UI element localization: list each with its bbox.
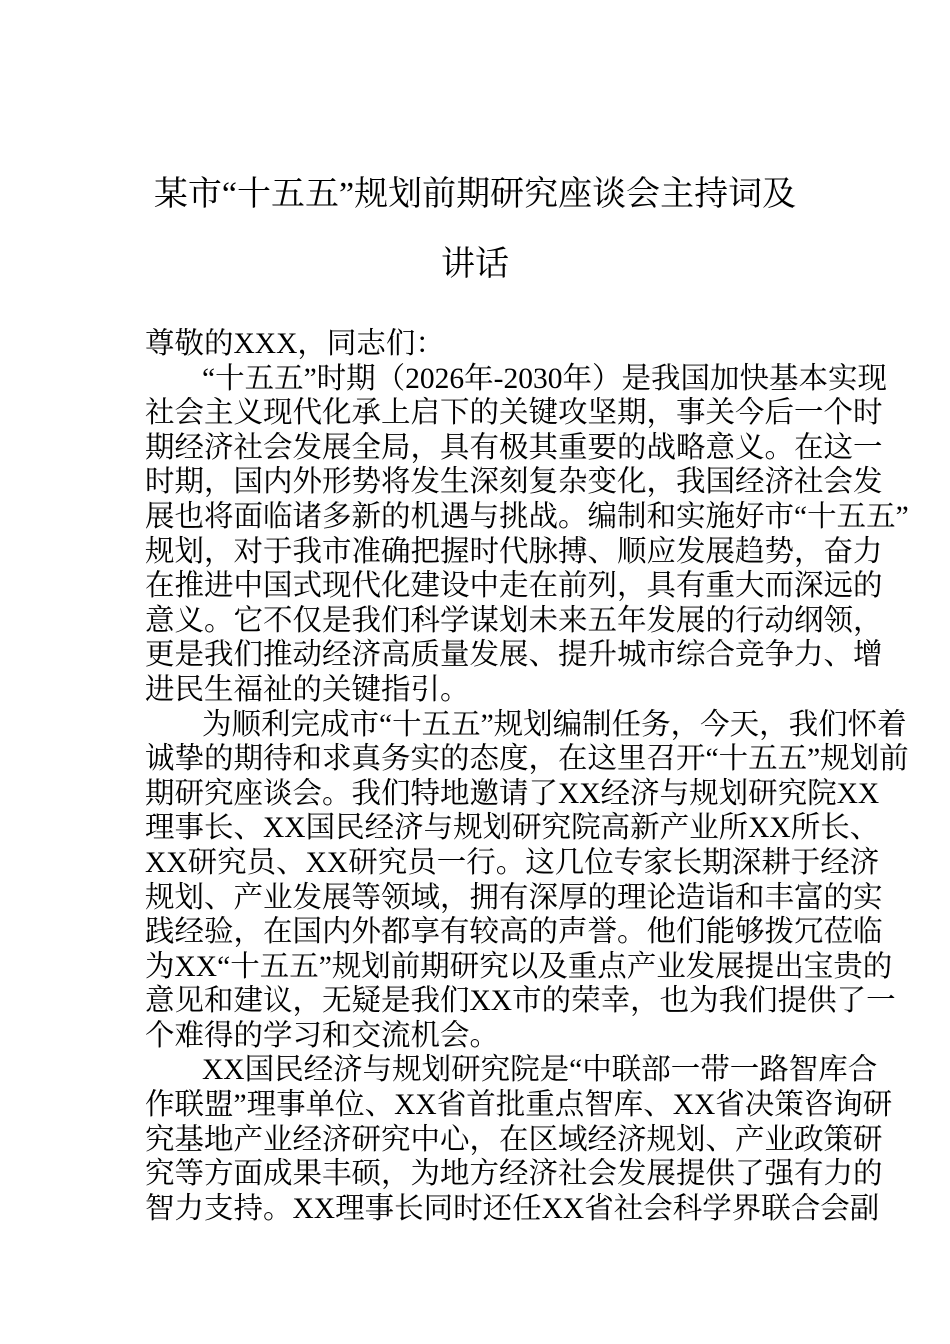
paragraph-line: 究基地产业经济研究中心，在区域经济规划、产业政策研 [145,1123,883,1156]
paragraph [145,362,909,708]
paragraph-line: 意义。它不仅是我们科学谋划未来五年发展的行动纲领， [145,604,883,637]
paragraph-line: 践经验，在国内外都享有较高的声誉。他们能够拨冗莅临 [145,916,883,949]
paragraph-line: 为XX“十五五”规划前期研究以及重点产业发展提出宝贵的 [145,950,893,983]
paragraph-line: “十五五”时期（2026年-2030年）是我国加快基本实现 [202,362,888,395]
paragraph-line: XX研究员、XX研究员一行。这几位专家长期深耕于经济 [145,846,880,879]
paragraph [145,708,909,1054]
paragraph-line: 诚挚的期待和求真务实的态度，在这里召开“十五五”规划前 [145,743,909,776]
paragraph-line: 期经济社会发展全局，具有极其重要的战略意义。在这一 [145,431,883,464]
document-body [145,327,909,1226]
paragraph-line: 展也将面临诸多新的机遇与挑战。编制和实施好市“十五五” [145,500,909,533]
salutation: 尊敬的XXX，同志们： [145,328,445,360]
title-line-2: 讲话 [441,246,509,283]
paragraph-line: 规划，对于我市准确把握时代脉搏、顺应发展趋势，奋力 [145,535,883,568]
paragraph-line: 为顺利完成市“十五五”规划编制任务，今天，我们怀着 [202,708,907,741]
paragraph-line: 意见和建议，无疑是我们XX市的荣幸，也为我们提供了一 [145,985,896,1018]
paragraph-line: 理事长、XX国民经济与规划研究院高新产业所XX所长、 [145,812,880,845]
paragraph-line: 期研究座谈会。我们特地邀请了XX经济与规划研究院XX [145,777,880,810]
title-line-1: 某市“十五五”规划前期研究座谈会主持词及 [153,176,797,213]
paragraph-line: 个难得的学习和交流机会。 [145,1019,500,1052]
paragraph-line: 究等方面成果丰硕，为地方经济社会发展提供了强有力的 [145,1158,883,1191]
paragraph-line: 时期，国内外形势将发生深刻复杂变化，我国经济社会发 [145,466,883,499]
paragraph-line: 社会主义现代化承上启下的关键攻坚期，事关今后一个时 [145,397,883,430]
document-title [140,160,810,300]
paragraph-line: XX国民经济与规划研究院是“中联部一带一路智库合 [202,1054,878,1087]
paragraph-line: 在推进中国式现代化建设中走在前列，具有重大而深远的 [145,570,883,603]
paragraph-line: 规划、产业发展等领域，拥有深厚的理论造诣和丰富的实 [145,881,883,914]
paragraph-line: 作联盟”理事单位、XX省首批重点智库、XX省决策咨询研 [145,1089,893,1122]
paragraph-line: 更是我们推动经济高质量发展、提升城市综合竞争力、增 [145,639,883,672]
paragraph-line: 智力支持。XX理事长同时还任XX省社会科学界联合会副 [145,1192,880,1225]
paragraph-line: 进民生福祉的关键指引。 [145,673,470,706]
paragraph [145,1053,893,1226]
